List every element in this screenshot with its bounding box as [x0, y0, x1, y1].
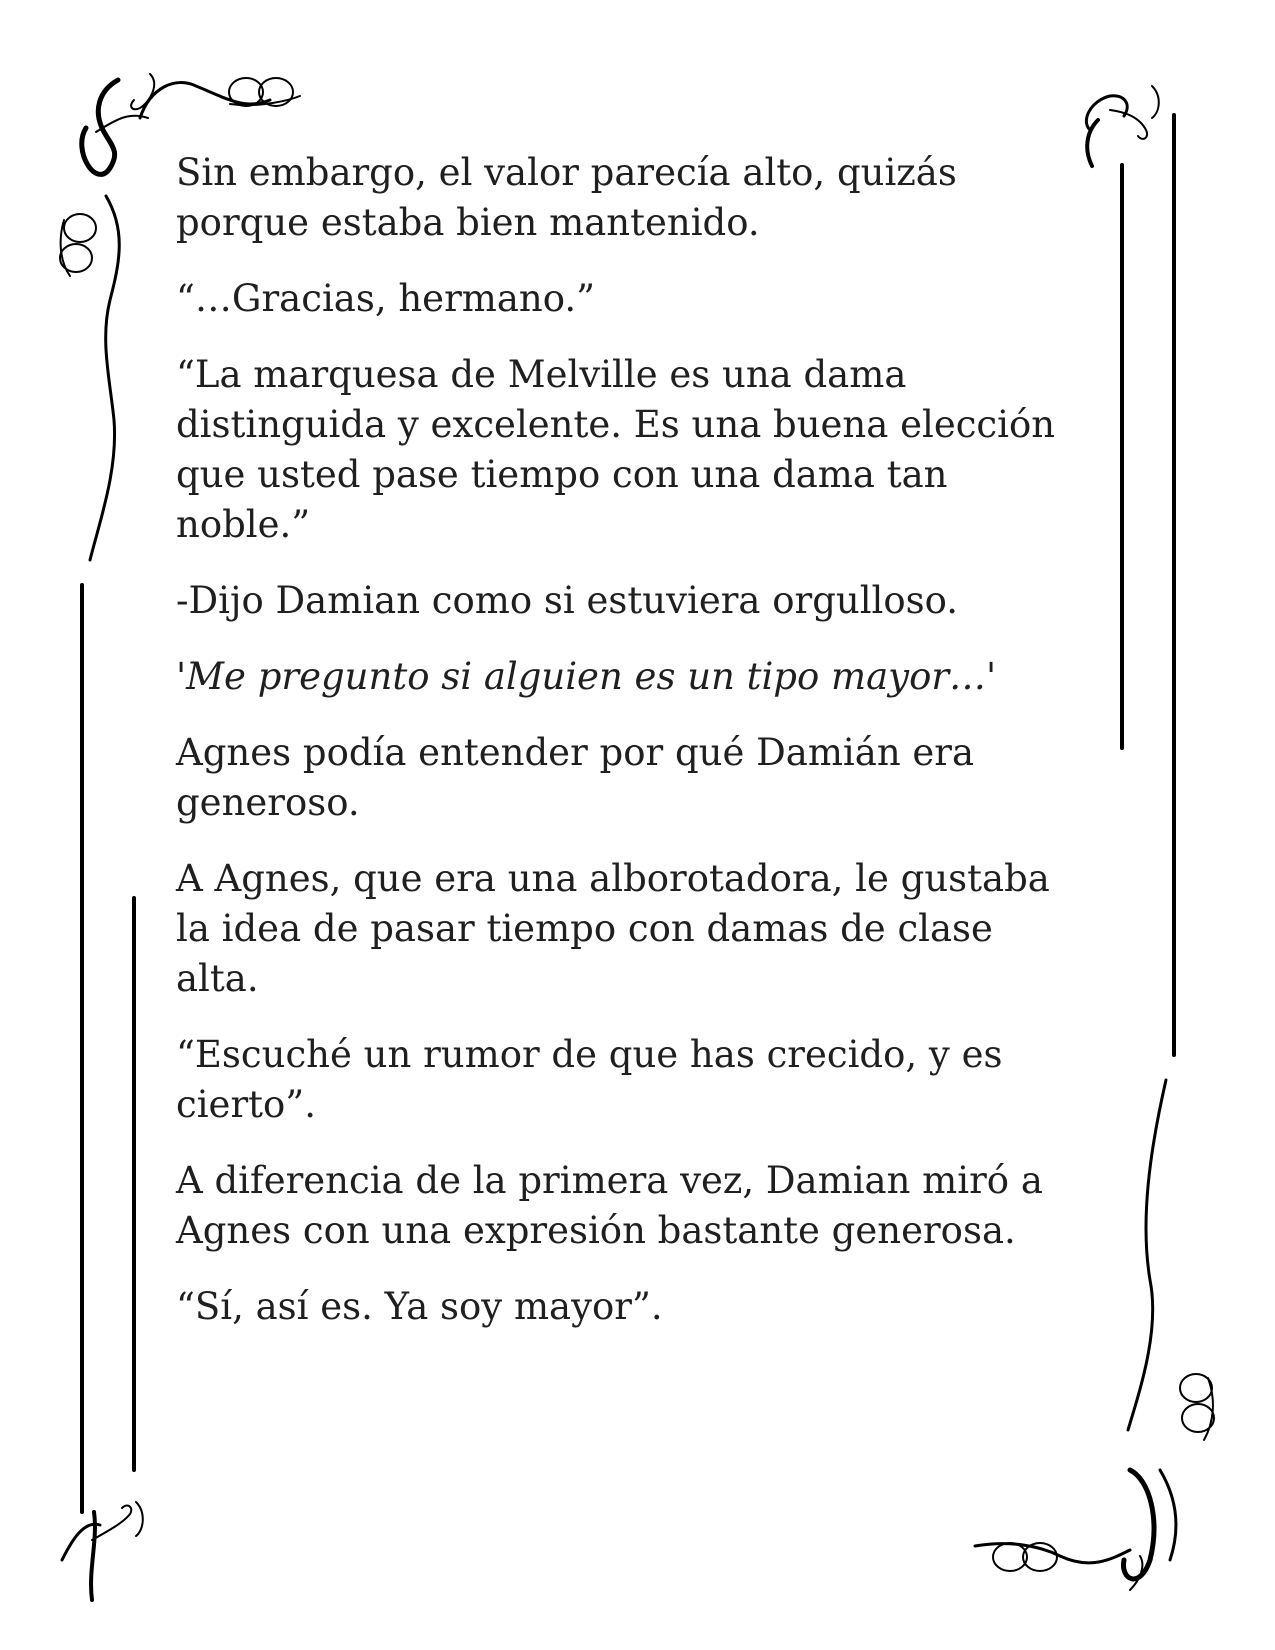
paragraph: “Sí, así es. Ya soy mayor”.: [176, 1285, 663, 1328]
paragraph: A Agnes, que era una alborotadora, le gustaba la idea de pasar tiempo con damas de clase alta.: [176, 857, 1050, 1000]
flourish-bottom-left: [62, 1502, 143, 1600]
paragraph: “…Gracias, hermano.”: [176, 277, 596, 320]
paragraph: “Escuché un rumor de que has crecido, y es cierto”.: [176, 1033, 1003, 1126]
paragraph: Sin embargo, el valor parecía alto, quizás porque estaba bien mantenido.: [176, 151, 957, 244]
flourish-top-right: [1086, 86, 1158, 166]
paragraph-thought: 'Me pregunto si alguien es un tipo mayor…': [176, 655, 997, 698]
paragraph: “La marquesa de Melville es una dama distinguida y excelente. Es una buena elección que usted pase tiempo con una dama tan noble.”: [176, 353, 1056, 546]
paragraph: -Dijo Damian como si estuviera orgulloso.: [176, 579, 959, 622]
page-text: [176, 148, 1086, 1358]
paragraph: Agnes podía entender por qué Damián era generoso.: [176, 731, 975, 824]
paragraph: A diferencia de la primera vez, Damian miró a Agnes con una expresión bastante generosa.: [176, 1159, 1043, 1252]
